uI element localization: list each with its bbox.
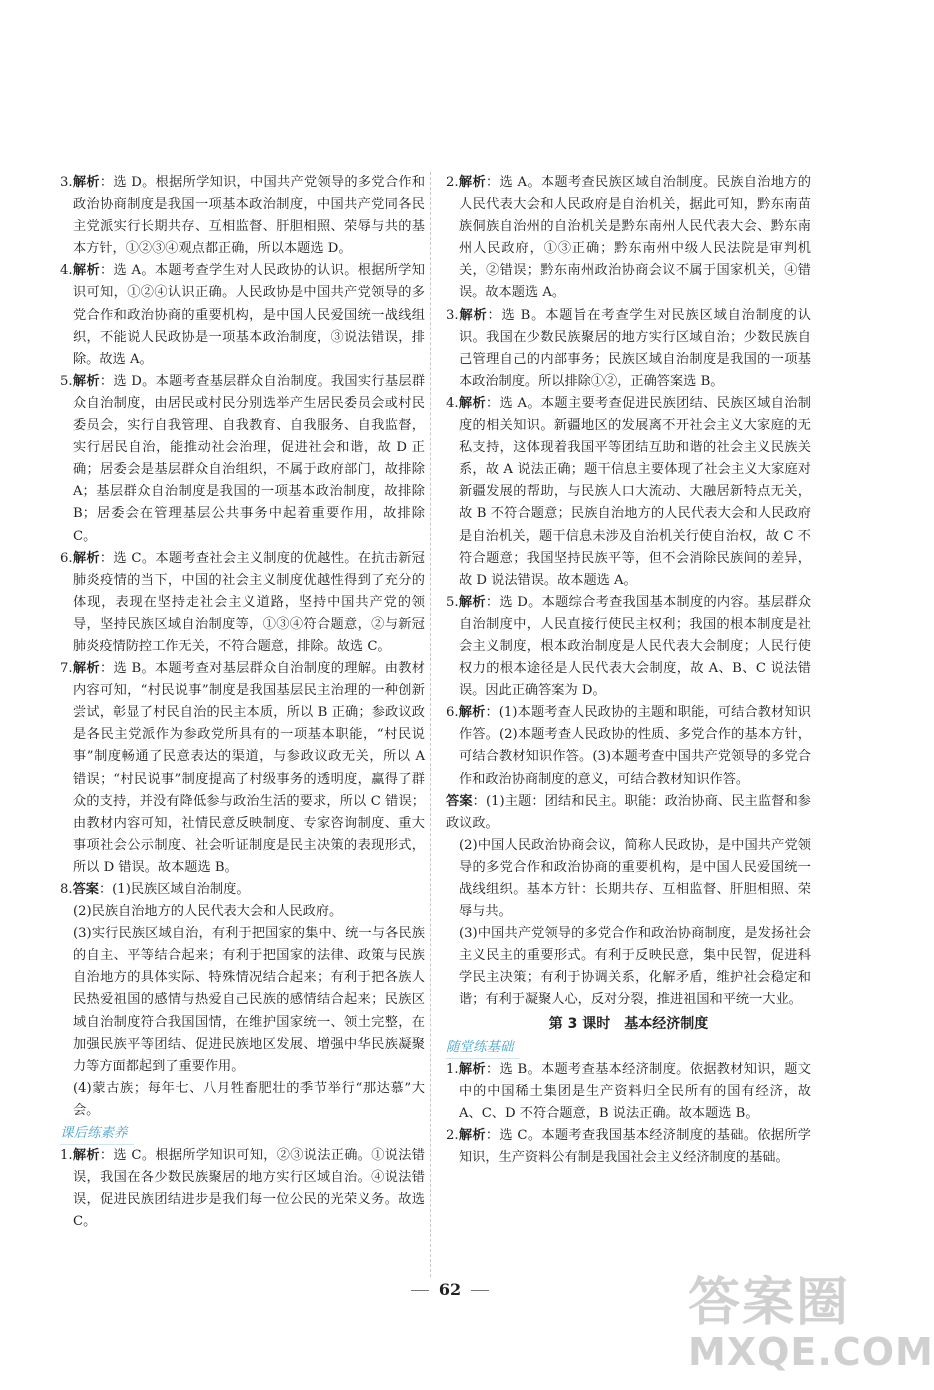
question-item (446, 702, 811, 790)
question-number: 1. (60, 1148, 73, 1164)
question-label: 解析 (72, 550, 100, 566)
left-column (60, 172, 425, 1234)
question-item (60, 548, 425, 658)
question-number: 2. (446, 175, 459, 190)
answer-paragraph: (4)蒙古族；每年七、八月牲畜肥壮的季节举行“那达慕”大会。 (73, 1080, 425, 1118)
question-label: 解析 (72, 661, 100, 677)
question-number: 3. (60, 175, 73, 190)
question-item (446, 305, 811, 393)
question-text: ：选 B。本题考查基本经济制度。依据教材知识，题文中的中国稀土集团是生产资料归全民所有的国有经济，故 A、C、D 不符合题意，B 说法正确。故本题选 B。 (459, 1061, 811, 1121)
answer-paragraph: (3)中国共产党领导的多党合作和政治协商制度，是发扬社会主义民主的重要形式。有利于反映民意，集中民智，促进科学民主决策；有利于协调关系，化解矛盾，维护社会稳定和谐；有利于凝聚人心，反对分裂，推进祖国和平统一大业。 (459, 926, 811, 1008)
question-text: ：选 C。本题考查社会主义制度的优越性。在抗击新冠肺炎疫情的当下，中国的社会主义制度优越性得到了充分的体现，表现在坚持走社会主义道路，坚持中国共产党的领导，坚持民族区域自治制度等，①③④符合题意，②与新冠肺炎疫情防控工作无关，不符合题意，排除。故选 C。 (73, 550, 425, 654)
question-text: ：选 B。本题旨在考查学生对民族区域自治制度的认识。我国在少数民族聚居的地方实行区域自治；少数民族自己管理自己的内部事务；民族区域自治制度是我国的一项基本政治制度。所以排除①②，正确答案选 B。 (459, 307, 811, 389)
answer-6-paragraphs (446, 835, 811, 1012)
question-number: 4. (60, 263, 73, 279)
watermark-logo (688, 1273, 934, 1382)
question-item (446, 172, 811, 305)
question-item (60, 1145, 425, 1233)
question-text: ：选 A。本题考查学生对人民政协的认识。根据所学知识可知，①②④认识正确。人民政协是中国共产党领导的多党合作和政治协商的重要机构，是中国人民爱国统一战线组织，不能说人民政协是一项基本政治制度，③说法错误，排除。故选 A。 (73, 263, 425, 367)
question-text: ：选 D。本题综合考查我国基本制度的内容。基层群众自治制度中，人民直接行使民主权利；我国的根本制度是社会主义制度，根本政治制度是人民代表大会制度；人民行使权力的根本途径是人民代表大会制度，故 A、B、C 说法错误。因此正确答案为 D。 (459, 594, 812, 699)
question-number: 8. (60, 882, 73, 897)
watermark-text-1: 答案圈 (688, 1273, 851, 1333)
question-text: ：(1)本题考查人民政协的主题和职能，可结合教材知识作答。(2)本题考查人民政协的性质、多党合作的基本方针，可结合教材知识作答。(3)本题考查中国共产党领导的多党合作和政治协商制度的意义，可结合教材知识作答。 (459, 705, 811, 787)
question-number: 7. (60, 661, 73, 677)
question-label: 解析 (72, 263, 100, 279)
question-item (446, 1125, 811, 1169)
question-item (446, 1059, 811, 1125)
watermark-text-2: MXQE.COM (688, 1330, 934, 1374)
question-text: ：(1)民族区域自治制度。 (98, 882, 250, 897)
question-item (446, 393, 811, 592)
question-item (60, 658, 425, 879)
question-number: 6. (446, 705, 459, 721)
question-item (60, 172, 425, 260)
question-text: ：选 D。本题考查基层群众自治制度。我国实行基层群众自治制度，由居民或村民分别选举产生居民委员会或村民委员会，实行自我管理、自我教育、自我服务、自我监督，实行居民自治，能推动社会治理，促进社会和谐，故 D 正确；居委会是基层群众自治组织，不属于政府部门，故排除 A；基层群众自治制度是我国的一项基本政治制度，故排除 B；居委会在管理基层公共事务中起着重要作用，故排除 C。 (73, 373, 426, 544)
question-item (446, 592, 811, 702)
question-text: ：选 B。本题考查对基层群众自治制度的理解。由教材内容可知，“村民说事”制度是我国基层民主治理的一种创新尝试，彰显了村民自治的民主本质，所以 B 正确；参政议政是各民主党派作为参政党所具有的一项基本职能，“村民说事”制度畅通了民意表达的渠道，与参政议政无关，所以 A 错误；“村民说事”制度提高了村级事务的透明度，赢得了群众的支持，并没有降低参与政治生活的要求，所以 C 错误；由教材内容可知，社情民意反映制度、专家咨询制度、重大事项社会公示制度、社会听证制度是民主决策的表现形式，所以 D 错误。故本题选 B。 (73, 661, 425, 875)
question-item (60, 371, 425, 548)
question-item (60, 260, 425, 370)
question-number: 1. (446, 1061, 459, 1077)
after-class-question-list (60, 1145, 425, 1233)
question-number: 2. (446, 1127, 459, 1143)
answer-label: 答案 (446, 793, 473, 809)
page-number-text: 62 (438, 1280, 462, 1299)
question-label: 答案 (72, 882, 99, 897)
question-label: 解析 (458, 175, 486, 190)
answer-8-paragraphs (60, 901, 425, 1122)
answer-6-first: ：(1)主题：团结和民主。职能：政治协商、民主监督和参政议政。 (446, 793, 811, 831)
question-text: ：选 A。本题考查民族区域自治制度。民族自治地方的人民代表大会和人民政府是自治机关，据此可知，黔东南苗族侗族自治州的自治机关是黔东南州人民代表大会、黔东南州人民政府，①③正确；黔东南州中级人民法院是审判机关，②错误；黔东南州政治协商会议不属于国家机关，④错误。故本题选 A。 (459, 175, 811, 301)
question-label: 解析 (458, 594, 486, 610)
question-text: ：选 A。本题主要考查促进民族团结、民族区域自治制度的相关知识。新疆地区的发展离不开社会主义大家庭的无私支持，这体现着我国平等团结互助和谐的社会主义民族关系，故 A 说法正确；题干信息主要体现了社会主义大家庭对新疆发展的帮助，与民族人口大流动、大融居新特点无关，故 B 不符合题意；民族自治地方的人民代表大会和人民政府是自治机关，题干信息未涉及自治机关行使自治权，故 C 不符合题意；我国坚持民族平等，但不会消除民族间的差异，故 D 说法错误。故本题选 A。 (459, 395, 811, 588)
question-number: 6. (60, 550, 73, 566)
question-label: 解析 (458, 1127, 486, 1143)
answer-6 (446, 791, 811, 835)
left-question-list (60, 172, 425, 901)
question-number: 4. (446, 395, 459, 411)
right-column (446, 172, 811, 1169)
section-tag-in-class: 随堂练基础 (446, 1036, 520, 1059)
question-label: 解析 (72, 1148, 100, 1164)
right-question-list (446, 172, 811, 791)
question-label: 解析 (458, 1061, 486, 1077)
in-class-question-list (446, 1059, 811, 1169)
question-item (60, 879, 425, 901)
question-label: 解析 (72, 373, 100, 389)
section-tag-after-class: 课后练素养 (60, 1122, 134, 1145)
question-number: 5. (60, 373, 73, 389)
question-label: 解析 (458, 307, 488, 323)
question-label: 解析 (458, 395, 486, 411)
question-text: ：选 C。根据所学知识可知，②③说法正确。①说法错误，我国在各少数民族聚居的地方实行区域自治。④说法错误，促进民族团结进步是我们每一位公民的光荣义务。故选 C。 (73, 1148, 425, 1230)
answer-paragraph: (2)民族自治地方的人民代表大会和人民政府。 (73, 904, 343, 920)
lesson-title: 第 3 课时 基本经济制度 (548, 1015, 709, 1032)
column-divider (430, 172, 431, 1277)
answer-paragraph: (3)实行民族区域自治，有利于把国家的集中、统一与各民族的自主、平等结合起来；有利于把国家的法律、政策与民族自治地方的具体实际、特殊情况结合起来；有利于把各族人民热爱祖国的感情与热爱自己民族的感情结合起来；民族区域自治制度符合我国国情，在维护国家统一、领土完整，在加强民族平等团结、促进民族地区发展、增强中华民族凝聚力等方面都起到了重要作用。 (73, 926, 425, 1074)
question-text: ：选 D。根据所学知识，中国共产党领导的多党合作和政治协商制度是我国一项基本政治制度，中国共产党同各民主党派实行长期共存、互相监督、肝胆相照、荣辱与共的基本方针，①②③④观点都正确，所以本题选 D。 (73, 175, 426, 257)
question-number: 5. (446, 594, 459, 610)
question-label: 解析 (458, 705, 486, 721)
question-text: ：选 C。本题考查我国基本经济制度的基础。依据所学知识，生产资料公有制是我国社会主义经济制度的基础。 (459, 1127, 811, 1166)
question-label: 解析 (72, 175, 100, 190)
question-number: 3. (446, 307, 459, 323)
answer-paragraph: (2)中国人民政治协商会议，简称人民政协，是中国共产党领导的多党合作和政治协商的重要机构，是中国人民爱国统一战线组织。基本方针：长期共存、互相监督、肝胆相照、荣辱与共。 (459, 837, 811, 920)
